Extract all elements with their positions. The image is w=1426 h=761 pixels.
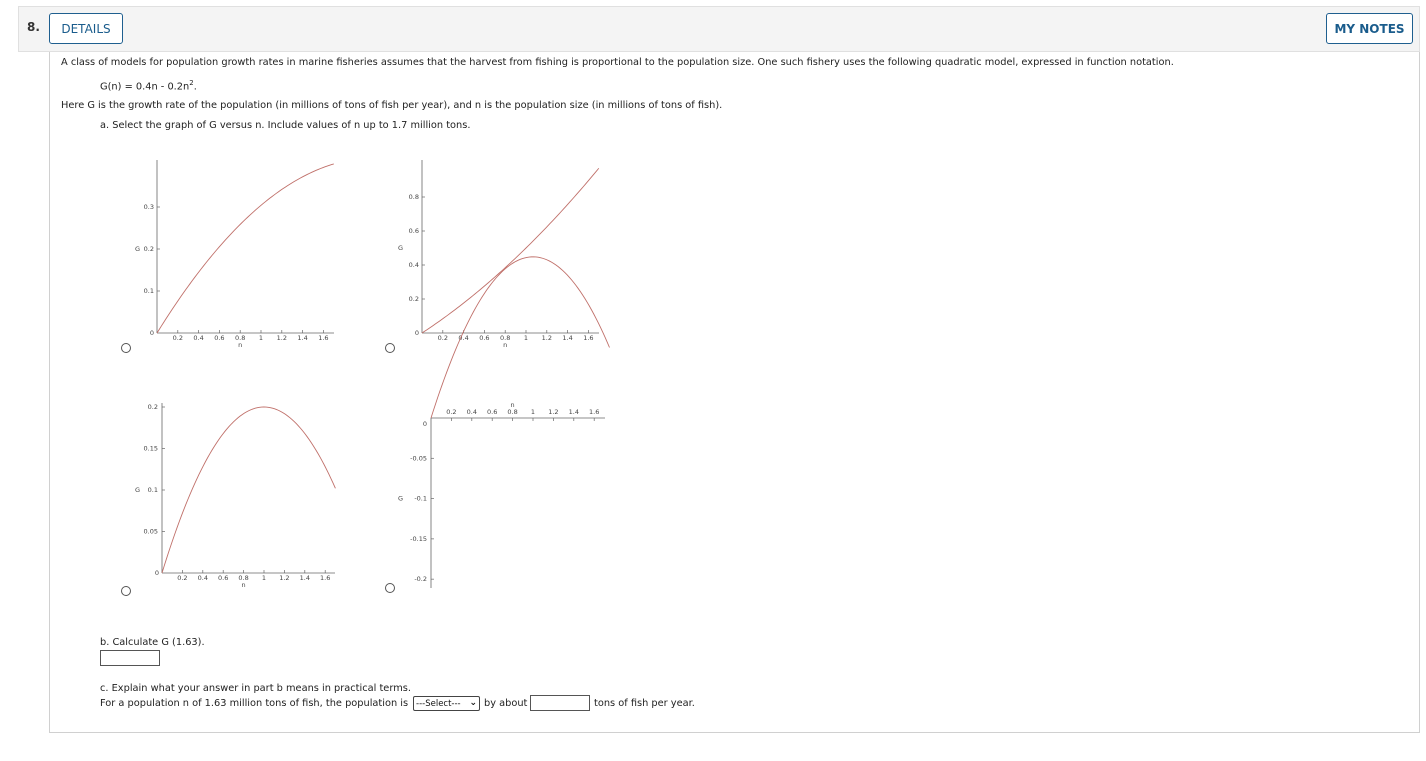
increase-decrease-select[interactable] [413, 696, 480, 711]
y-tick-label: -0.05 [410, 454, 427, 463]
part-c-amount-input[interactable] [530, 695, 590, 711]
variable-definition: Here G is the growth rate of the population (in millions of tons of fish per year), and n is the population size (in millions of tons of fish). [61, 100, 723, 111]
x-tick-label: 0.6 [218, 574, 229, 582]
x-tick-label: 0.2 [172, 334, 183, 342]
x-tick-label: 0.6 [214, 334, 225, 342]
x-tick-label: 1.2 [548, 408, 559, 416]
graph-option-2-radio[interactable] [385, 343, 395, 353]
question-number: 8. [27, 20, 40, 34]
x-axis-label: n [503, 341, 508, 349]
graph-option-3-radio[interactable] [121, 586, 131, 596]
x-tick-label: 0.2 [437, 334, 448, 342]
select-value: ---Select--- [416, 698, 461, 709]
y-tick-label: 0 [149, 329, 154, 337]
y-tick-label: 0.1 [147, 486, 158, 494]
x-tick-label: 0.2 [446, 408, 457, 416]
formula-prefix: G(n) [100, 81, 122, 93]
details-button[interactable]: DETAILS [49, 13, 123, 44]
x-tick-label: 1.2 [541, 334, 552, 342]
formula-exponent: 2 [189, 79, 194, 87]
x-tick-label: 0.6 [479, 334, 490, 342]
x-tick-label: 0.4 [193, 334, 204, 342]
formula-body: 0.4n - 0.2n [135, 81, 190, 93]
y-tick-label: -0.1 [414, 494, 427, 503]
chevron-down-icon: ⌄ [469, 698, 477, 708]
x-tick-label: 1.4 [297, 334, 308, 342]
graph-option-1-radio[interactable] [121, 343, 131, 353]
y-tick-label: 0.05 [143, 527, 158, 536]
x-tick-label: 1.6 [583, 334, 594, 342]
question-header [18, 6, 1420, 52]
graph-1-curve [157, 164, 334, 333]
y-tick-label: 0.15 [143, 444, 158, 453]
graph-option-2 [385, 155, 615, 350]
x-tick-label: 0.4 [197, 574, 208, 582]
graph-option-4 [385, 398, 615, 593]
y-tick-label: 0 [414, 329, 419, 337]
x-tick-label: 1.6 [320, 574, 331, 582]
y-tick-label: 0.3 [143, 203, 154, 211]
x-tick-label: 1 [523, 334, 529, 342]
formula-eq: = [121, 81, 136, 93]
y-tick-label: -0.2 [414, 575, 427, 584]
y-tick-label: 0.4 [408, 261, 419, 269]
tons-per-year-label: tons of fish per year. [594, 698, 695, 709]
graph-option-1 [120, 155, 350, 350]
part-b-prompt: b. Calculate G (1.63). [100, 637, 205, 648]
y-axis-label: G [134, 486, 140, 494]
x-tick-label: 1 [530, 408, 536, 416]
y-axis-label: G [397, 244, 403, 252]
y-axis-label: G [134, 245, 140, 253]
x-tick-label: 0.8 [235, 334, 246, 342]
x-tick-label: 0.4 [466, 408, 477, 416]
x-tick-label: 0.8 [507, 408, 518, 416]
part-a-prompt: a. Select the graph of G versus n. Include values of n up to 1.7 million tons. [100, 120, 471, 131]
formula-end: . [193, 81, 197, 93]
y-tick-label: 0.1 [143, 287, 154, 295]
x-tick-label: 1.4 [568, 408, 579, 416]
graph-option-3 [120, 398, 350, 593]
x-tick-label: 1.4 [299, 574, 310, 582]
graph-option-4-radio[interactable] [385, 583, 395, 593]
by-about-label: by about [484, 698, 528, 709]
y-tick-label: 0 [422, 420, 427, 428]
x-tick-label: 0.4 [458, 334, 469, 342]
x-tick-label: 1.6 [589, 408, 600, 416]
y-tick-label: 0 [154, 569, 159, 577]
x-tick-label: 1.2 [279, 574, 290, 582]
x-tick-label: 0.8 [500, 334, 511, 342]
y-tick-label: 0.6 [408, 227, 419, 235]
graph-2-curve [422, 168, 599, 333]
x-tick-label: 1.6 [318, 334, 329, 342]
part-c-prompt: c. Explain what your answer in part b means in practical terms. [100, 683, 411, 694]
y-tick-label: 0.2 [408, 295, 419, 303]
my-notes-button[interactable]: MY NOTES [1326, 13, 1413, 44]
x-tick-label: 0.6 [487, 408, 498, 416]
x-tick-label: 1.4 [562, 334, 573, 342]
x-tick-label: 0.8 [238, 574, 249, 582]
graph-3-curve [162, 407, 335, 573]
y-axis-label: G [397, 494, 403, 503]
problem-intro: A class of models for population growth rates in marine fisheries assumes that the harvest from fishing is proportional to the population size. One such fishery uses the following quadratic model, expressed in function notation. [61, 57, 1174, 68]
x-tick-label: 1 [258, 334, 264, 342]
x-tick-label: 1.2 [276, 334, 287, 342]
x-axis-label: n [241, 581, 246, 589]
x-axis-label: n [238, 341, 243, 349]
x-axis-label: n [510, 401, 515, 409]
y-tick-label: -0.15 [410, 534, 427, 543]
y-tick-label: 0.8 [408, 193, 419, 201]
x-tick-label: 0.2 [177, 574, 188, 582]
part-b-answer-input[interactable] [100, 650, 160, 666]
y-tick-label: 0.2 [143, 245, 154, 253]
y-tick-label: 0.2 [147, 403, 158, 411]
formula [100, 79, 197, 92]
x-tick-label: 1 [261, 574, 267, 582]
part-c-sentence: For a population n of 1.63 million tons of fish, the population is [100, 698, 409, 709]
